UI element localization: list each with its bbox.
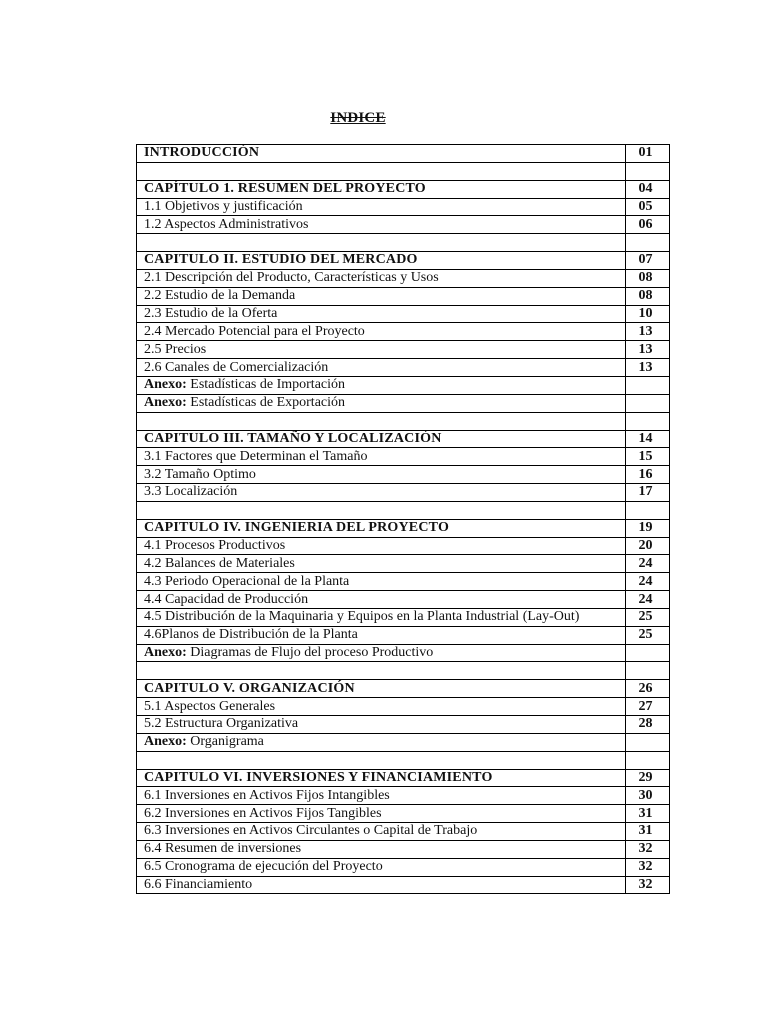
toc-entry-title xyxy=(137,376,626,394)
toc-entry-title xyxy=(137,644,626,662)
toc-entry-title xyxy=(137,162,626,180)
toc-page-number: 31 xyxy=(626,805,670,823)
toc-page-number: 28 xyxy=(626,716,670,734)
toc-page-number xyxy=(626,644,670,662)
toc-entry-title: 2.2 Estudio de la Demanda xyxy=(137,287,626,305)
toc-page-number: 13 xyxy=(626,341,670,359)
toc-entry-title: 4.3 Periodo Operacional de la Planta xyxy=(137,573,626,591)
toc-page-number: 10 xyxy=(626,305,670,323)
table-of-contents xyxy=(136,144,670,894)
toc-page-number: 08 xyxy=(626,269,670,287)
toc-page-number: 13 xyxy=(626,359,670,377)
toc-page-number xyxy=(626,733,670,751)
toc-entry-title: CAPITULO IV. INGENIERIA DEL PROYECTO xyxy=(137,519,626,537)
toc-row-item xyxy=(137,876,670,894)
toc-page-number: 17 xyxy=(626,484,670,502)
toc-page-number: 24 xyxy=(626,555,670,573)
toc-row-item xyxy=(137,341,670,359)
toc-row-annex xyxy=(137,644,670,662)
toc-entry-title: 2.6 Canales de Comercialización xyxy=(137,359,626,377)
toc-entry-title: 4.5 Distribución de la Maquinaria y Equipos en la Planta Industrial (Lay-Out) xyxy=(137,608,626,626)
toc-row-heading xyxy=(137,769,670,787)
annex-label: Anexo: xyxy=(144,377,187,393)
toc-row-item xyxy=(137,484,670,502)
toc-page-number: 24 xyxy=(626,573,670,591)
toc-row-item xyxy=(137,555,670,573)
toc-page-number: 27 xyxy=(626,698,670,716)
annex-title: Estadísticas de Importación xyxy=(186,377,346,393)
toc-page-number xyxy=(626,394,670,412)
toc-row-item xyxy=(137,573,670,591)
toc-row-annex xyxy=(137,394,670,412)
toc-page-number: 32 xyxy=(626,840,670,858)
toc-entry-title: 4.2 Balances de Materiales xyxy=(137,555,626,573)
toc-row-annex xyxy=(137,733,670,751)
toc-row-item xyxy=(137,716,670,734)
toc-entry-title: 6.2 Inversiones en Activos Fijos Tangibles xyxy=(137,805,626,823)
toc-row-heading xyxy=(137,145,670,163)
toc-row-heading xyxy=(137,430,670,448)
toc-entry-title: 1.1 Objetivos y justificación xyxy=(137,198,626,216)
toc-entry-title: 4.4 Capacidad de Producción xyxy=(137,591,626,609)
page-title: INDICE xyxy=(330,110,386,126)
toc-entry-title: 3.1 Factores que Determinan el Tamaño xyxy=(137,448,626,466)
toc-entry-title: 4.6Planos de Distribución de la Planta xyxy=(137,626,626,644)
toc-page-number: 15 xyxy=(626,448,670,466)
toc-row-heading xyxy=(137,519,670,537)
toc-entry-title xyxy=(137,501,626,519)
toc-row-item xyxy=(137,269,670,287)
toc-row-item xyxy=(137,823,670,841)
annex-label: Anexo: xyxy=(144,734,187,750)
toc-entry-title: 4.1 Procesos Productivos xyxy=(137,537,626,555)
toc-entry-title xyxy=(137,733,626,751)
annex-title: Organigrama xyxy=(186,734,264,750)
toc-body xyxy=(137,145,670,894)
toc-spacer-row xyxy=(137,662,670,680)
toc-entry-title xyxy=(137,234,626,252)
toc-entry-title: 5.1 Aspectos Generales xyxy=(137,698,626,716)
toc-row-item xyxy=(137,805,670,823)
toc-entry-title: CAPÍTULO 1. RESUMEN DEL PROYECTO xyxy=(137,180,626,198)
toc-page-number: 29 xyxy=(626,769,670,787)
toc-entry-title: 3.2 Tamaño Optimo xyxy=(137,466,626,484)
toc-page-number: 01 xyxy=(626,145,670,163)
annex-title: Estadísticas de Exportación xyxy=(186,395,346,411)
toc-entry-title xyxy=(137,394,626,412)
toc-entry-title: CAPITULO II. ESTUDIO DEL MERCADO xyxy=(137,252,626,270)
toc-row-item xyxy=(137,287,670,305)
toc-entry-title: 6.6 Financiamiento xyxy=(137,876,626,894)
annex-label: Anexo: xyxy=(144,395,187,411)
toc-row-item xyxy=(137,448,670,466)
toc-entry-title xyxy=(137,662,626,680)
toc-entry-title: CAPITULO VI. INVERSIONES Y FINANCIAMIENTO xyxy=(137,769,626,787)
toc-row-item xyxy=(137,305,670,323)
toc-entry-title: 2.1 Descripción del Producto, Características y Usos xyxy=(137,269,626,287)
toc-row-item xyxy=(137,198,670,216)
toc-page-number: 05 xyxy=(626,198,670,216)
toc-row-item xyxy=(137,537,670,555)
toc-page-number: 31 xyxy=(626,823,670,841)
toc-entry-title: CAPITULO V. ORGANIZACIÓN xyxy=(137,680,626,698)
toc-page-number: 26 xyxy=(626,680,670,698)
toc-entry-title: 6.4 Resumen de inversiones xyxy=(137,840,626,858)
toc-entry-title xyxy=(137,751,626,769)
toc-page-number: 24 xyxy=(626,591,670,609)
toc-row-item xyxy=(137,626,670,644)
toc-entry-title: 2.3 Estudio de la Oferta xyxy=(137,305,626,323)
toc-page-number xyxy=(626,662,670,680)
toc-spacer-row xyxy=(137,501,670,519)
toc-row-item xyxy=(137,840,670,858)
toc-entry-title: 6.3 Inversiones en Activos Circulantes o Capital de Trabajo xyxy=(137,823,626,841)
toc-page-number xyxy=(626,751,670,769)
toc-row-item xyxy=(137,323,670,341)
toc-page-number: 16 xyxy=(626,466,670,484)
toc-spacer-row xyxy=(137,412,670,430)
toc-page-number: 32 xyxy=(626,876,670,894)
toc-entry-title: INTRODUCCIÓN xyxy=(137,145,626,163)
toc-page-number xyxy=(626,376,670,394)
toc-page-number: 25 xyxy=(626,608,670,626)
toc-page-number xyxy=(626,501,670,519)
toc-entry-title: 1.2 Aspectos Administrativos xyxy=(137,216,626,234)
toc-row-item xyxy=(137,608,670,626)
toc-page-number: 07 xyxy=(626,252,670,270)
toc-row-item xyxy=(137,466,670,484)
toc-page-number xyxy=(626,412,670,430)
toc-row-item xyxy=(137,787,670,805)
toc-row-heading xyxy=(137,180,670,198)
toc-row-heading xyxy=(137,252,670,270)
toc-entry-title: 6.1 Inversiones en Activos Fijos Intangibles xyxy=(137,787,626,805)
toc-row-item xyxy=(137,591,670,609)
toc-row-item xyxy=(137,216,670,234)
toc-page-number: 04 xyxy=(626,180,670,198)
toc-page-number xyxy=(626,234,670,252)
toc-page-number xyxy=(626,162,670,180)
toc-page-number: 20 xyxy=(626,537,670,555)
toc-page-number: 13 xyxy=(626,323,670,341)
toc-row-heading xyxy=(137,680,670,698)
toc-entry-title: 6.5 Cronograma de ejecución del Proyecto xyxy=(137,858,626,876)
toc-entry-title: 2.4 Mercado Potencial para el Proyecto xyxy=(137,323,626,341)
toc-spacer-row xyxy=(137,162,670,180)
toc-page-number: 30 xyxy=(626,787,670,805)
toc-row-item xyxy=(137,858,670,876)
toc-page-number: 32 xyxy=(626,858,670,876)
annex-label: Anexo: xyxy=(144,645,187,661)
toc-page-number: 25 xyxy=(626,626,670,644)
toc-entry-title xyxy=(137,412,626,430)
annex-title: Diagramas de Flujo del proceso Productivo xyxy=(186,645,434,661)
toc-page-number: 06 xyxy=(626,216,670,234)
toc-entry-title: 5.2 Estructura Organizativa xyxy=(137,716,626,734)
toc-entry-title: 2.5 Precios xyxy=(137,341,626,359)
toc-page-number: 14 xyxy=(626,430,670,448)
toc-entry-title: 3.3 Localización xyxy=(137,484,626,502)
toc-row-annex xyxy=(137,376,670,394)
toc-row-item xyxy=(137,359,670,377)
toc-spacer-row xyxy=(137,234,670,252)
toc-row-item xyxy=(137,698,670,716)
toc-entry-title: CAPITULO III. TAMAÑO Y LOCALIZACIÓN xyxy=(137,430,626,448)
toc-page-number: 08 xyxy=(626,287,670,305)
toc-page-number: 19 xyxy=(626,519,670,537)
toc-spacer-row xyxy=(137,751,670,769)
